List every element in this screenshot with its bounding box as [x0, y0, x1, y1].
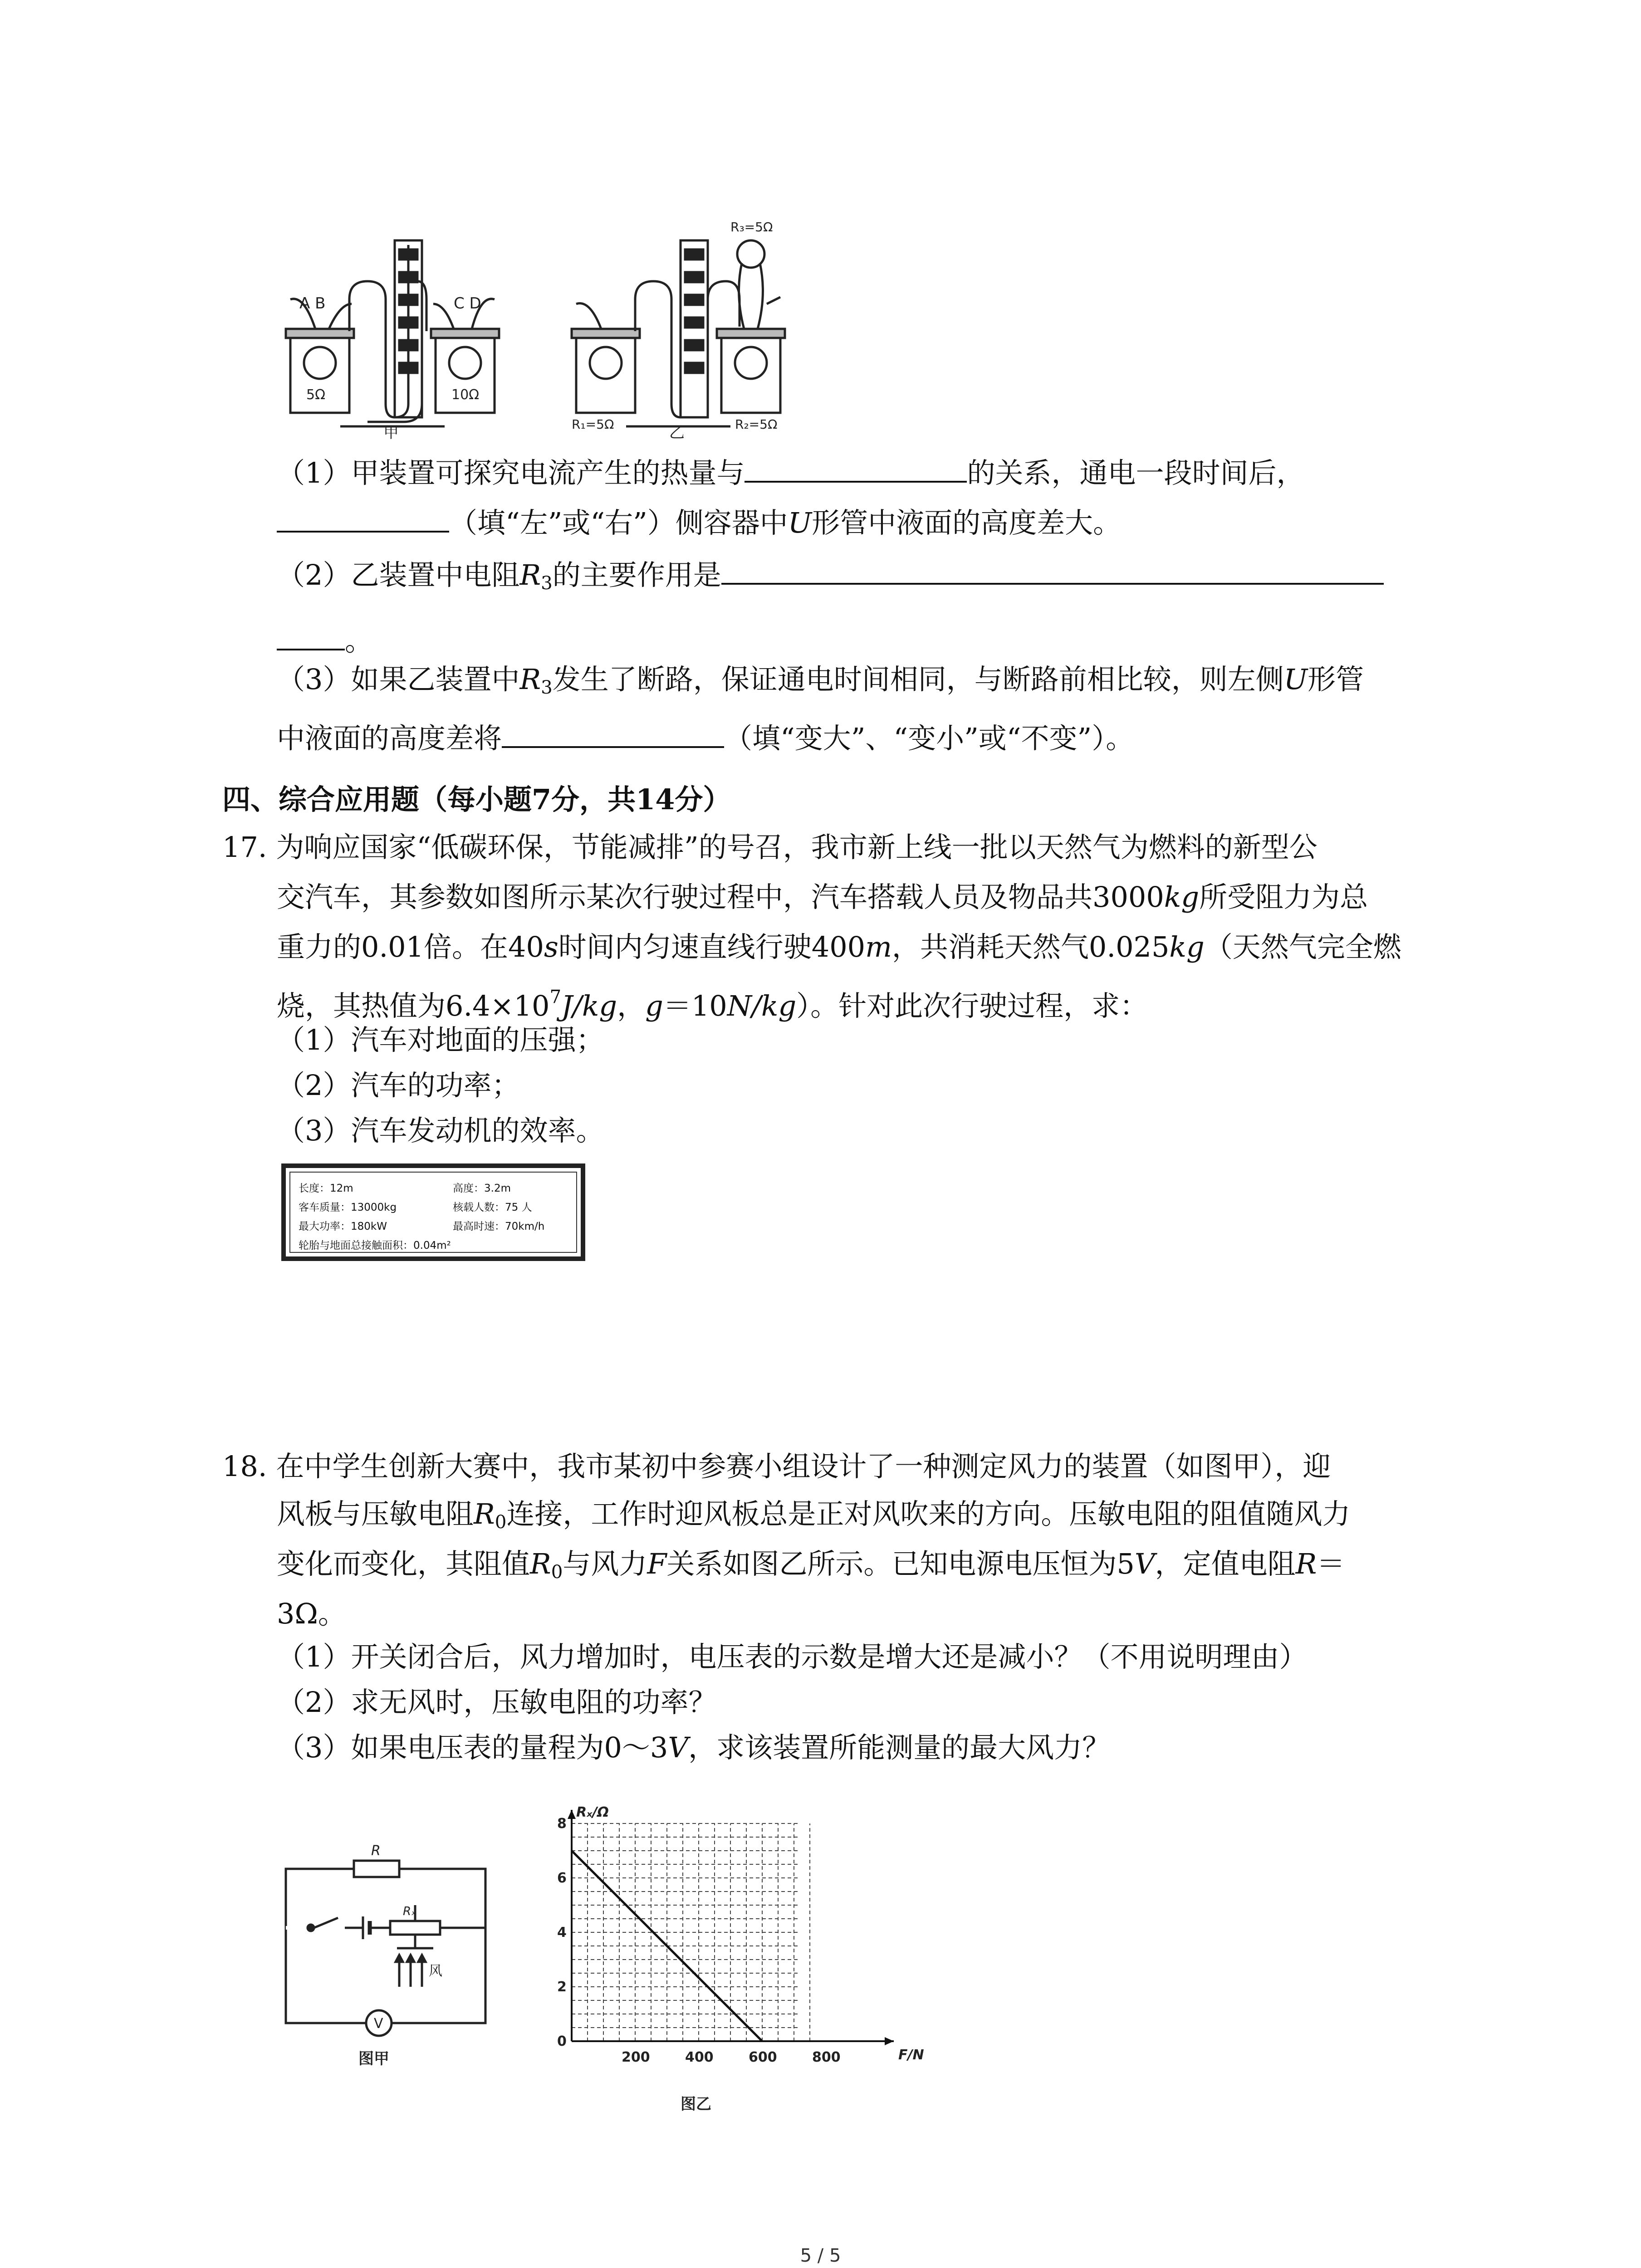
terminal-label-cd: C D [454, 294, 481, 313]
q17-sub3: （3）汽车发动机的效率。 [277, 1114, 604, 1147]
q17-line1: 17. 为响应国家“低碳环保，节能减排”的号召，我市新上线一批以天然气为燃料的新型公 [222, 831, 1318, 864]
bus-spec-table [281, 1163, 585, 1261]
section-four-title: 四、综合应用题（每小题7分，共14分） [222, 783, 731, 816]
x-tick-label: 800 [812, 2049, 841, 2065]
spec-mass: 客车质量：13000kg [299, 1202, 397, 1213]
graph-xlabel: F/N [898, 2047, 924, 2063]
resistor-label-right: 10Ω [451, 387, 480, 403]
q16-part3-line2: 中液面的高度差将 （填“变大”、“变小”或“不变”）。 [277, 714, 1134, 760]
y-tick-label: 2 [557, 1979, 567, 1995]
x-axis-arrow [885, 2037, 894, 2045]
terminal-label-ab: A B [299, 294, 326, 313]
resistor-label-r2: R₂=5Ω [735, 417, 778, 432]
q16-part1-line1: （1）甲装置可探究电流产生的热量与 的关系，通电一段时间后， [277, 449, 1304, 495]
q17-line4: 烧，其热值为$6.4\times 10^7J/kg$，g＝10N/kg）。针对此次行驶过程，求： [277, 986, 1148, 1023]
resistor-label-r1: R₁=5Ω [572, 417, 614, 432]
q18-line4: 3Ω。 [277, 1597, 346, 1630]
spec-power: 最大功率：180kW [299, 1221, 387, 1232]
resistor-label-left: 5Ω [306, 387, 326, 403]
spec-contact-area: 轮胎与地面总接触面积：0.04m² [299, 1240, 451, 1251]
q18-sub2: （2）求无风时，压敏电阻的功率？ [277, 1686, 717, 1719]
x-tick-label: 400 [685, 2049, 714, 2065]
wind-circuit-diagram [277, 1837, 495, 2073]
spec-speed: 最高时速：70km/h [453, 1221, 545, 1232]
fixed-resistor-r [354, 1861, 399, 1877]
q18-line1: 18. 在中学生创新大赛中，我市某初中参赛小组设计了一种测定风力的装置（如图甲），迎 [222, 1450, 1331, 1483]
resistor-label-r3: R₃=5Ω [730, 220, 773, 235]
q16-part3-line1: （3）如果乙装置中$R_3$发生了断路，保证通电时间相同，与断路前相比较，则左侧U形管 [277, 663, 1364, 699]
caption-fig-jia: 图甲 [358, 2050, 389, 2068]
circuit-label-r: R [371, 1843, 381, 1859]
x-tick-label: 200 [622, 2049, 650, 2065]
resistance-force-graph [544, 1787, 924, 2123]
y-tick-label: 8 [557, 1816, 567, 1832]
caption-yi: 乙 [669, 424, 685, 442]
x-tick-label: 600 [749, 2049, 777, 2065]
q18-sub3: （3）如果电压表的量程为0～3V，求该装置所能测量的最大风力？ [277, 1731, 1111, 1764]
circuit-label-wind: 风 [429, 1963, 442, 1979]
page-number: 5 / 5 [800, 2245, 841, 2266]
q17-line2: 交汽车，其参数如图所示某次行驶过程中，汽车搭载人员及物品共3000kg所受阻力为总 [277, 880, 1368, 914]
q18-sub1: （1）开关闭合后，风力增加时，电压表的示数是增大还是减小？（不用说明理由） [277, 1640, 1308, 1673]
joule-heating-apparatus-figure [272, 213, 817, 440]
q16-part2-line2: 。 [277, 617, 373, 663]
pressure-resistor-rx [390, 1921, 440, 1935]
q18-line2: 风板与压敏电阻$R_0$连接，工作时迎风板总是正对风吹来的方向。压敏电阻的阻值随风力 [277, 1497, 1351, 1533]
graph-ylabel: Rₓ/Ω [576, 1804, 609, 1820]
q16-part2-line1: （2）乙装置中电阻$R_3$的主要作用是 [277, 551, 1384, 605]
q17-sub2: （2）汽车的功率； [277, 1069, 520, 1102]
spec-length: 长度：12m [299, 1183, 353, 1194]
graph-origin-label: 0 [557, 2033, 567, 2049]
spec-capacity: 核载人数：75 人 [453, 1202, 532, 1213]
caption-fig-yi: 图乙 [681, 2095, 711, 2113]
graph-grid [572, 1823, 810, 2041]
y-tick-label: 4 [557, 1925, 567, 1941]
q18-line3: 变化而变化，其阻值$R_0$与风力F关系如图乙所示。已知电源电压恒为5V，定值电阻R＝ [277, 1547, 1345, 1583]
spec-height: 高度：3.2m [453, 1183, 511, 1194]
voltmeter-label: V [374, 2016, 383, 2032]
q17-sub1: （1）汽车对地面的压强； [277, 1023, 604, 1056]
q16-part1-line2: （填“左”或“右”）侧容器中U形管中液面的高度差大。 [277, 499, 1121, 545]
circuit-label-rx: Rₓ [403, 1905, 416, 1918]
caption-jia: 甲 [383, 424, 399, 442]
q17-line3: 重力的0.01倍。在40s时间内匀速直线行驶400m，共消耗天然气0.025kg（天然气完全燃 [277, 930, 1401, 963]
y-axis-arrow [568, 1810, 576, 1819]
y-tick-label: 6 [557, 1870, 567, 1886]
